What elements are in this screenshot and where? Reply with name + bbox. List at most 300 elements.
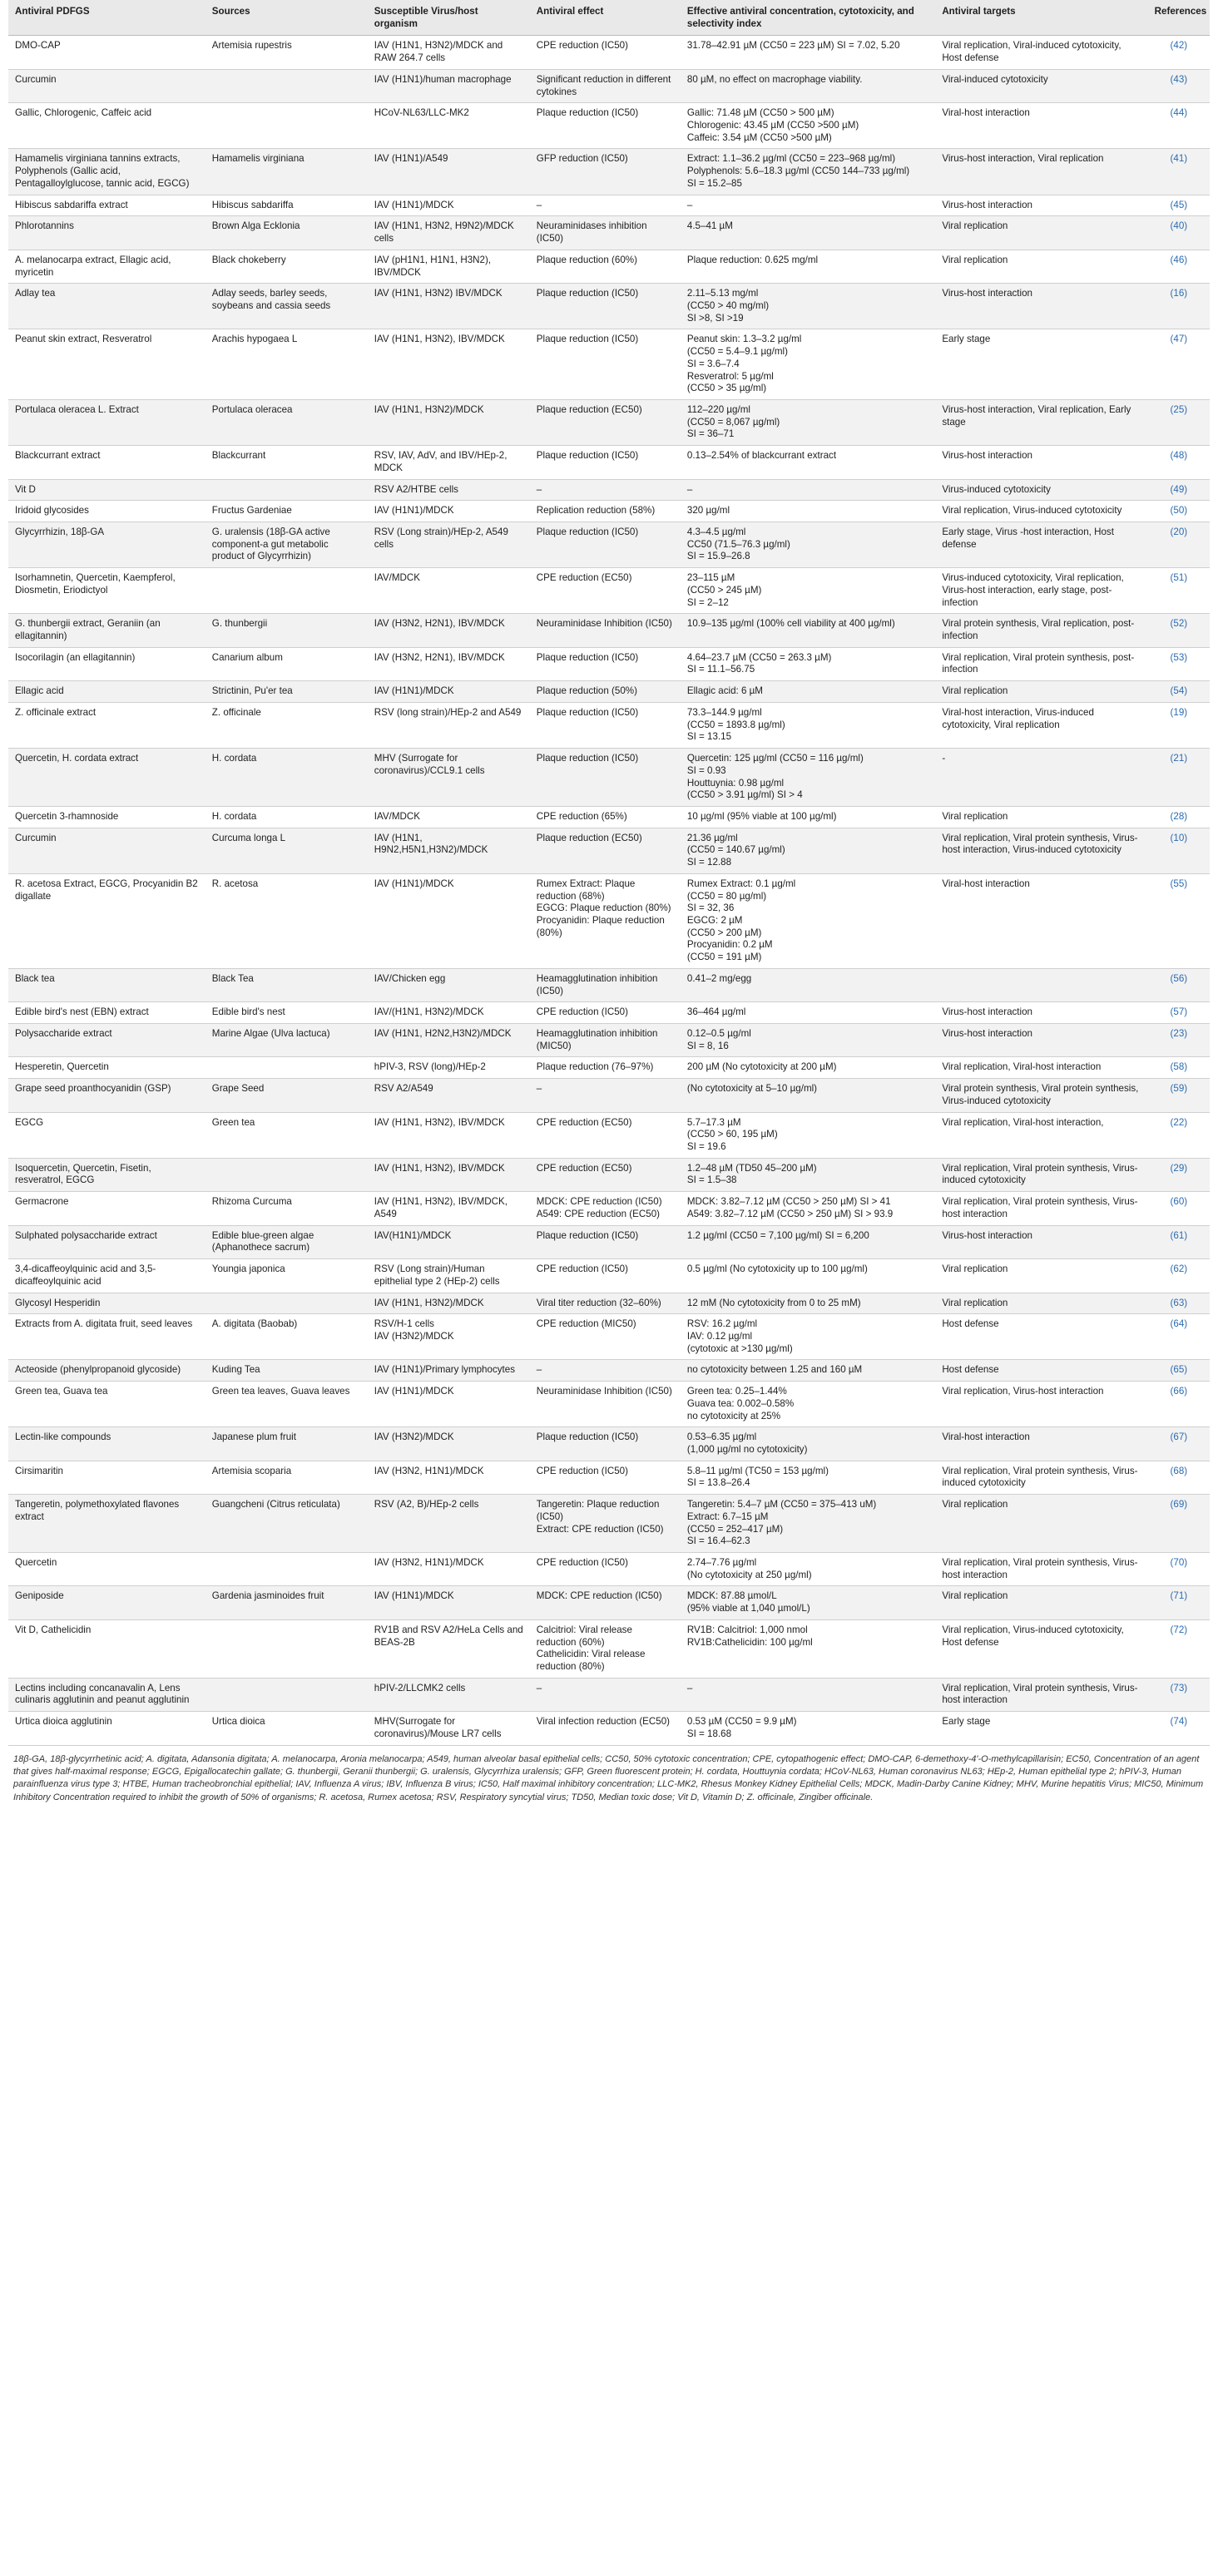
effect-cell: – [530,1678,681,1711]
reference-cell[interactable]: (20) [1148,522,1210,568]
table-row [8,614,1210,647]
source-cell [205,103,368,149]
effect-cell: Viral titer reduction (32–60%) [530,1293,681,1314]
reference-cell[interactable]: (51) [1148,568,1210,614]
concentration-cell: 10 µg/ml (95% viable at 100 µg/ml) [681,806,935,828]
reference-cell[interactable]: (74) [1148,1712,1210,1745]
source-cell [205,69,368,102]
reference-cell[interactable]: (29) [1148,1158,1210,1191]
targets-cell: Virus-host interaction, Viral replication [935,149,1147,195]
targets-cell: Viral replication, Viral protein synthesis, Virus-induced cytotoxicity [935,1461,1147,1494]
targets-cell: Viral-host interaction [935,873,1147,968]
reference-cell[interactable]: (43) [1148,69,1210,102]
source-cell: Brown Alga Ecklonia [205,216,368,250]
virus-host-cell: IAV (H1N1, H3N2, H9N2)/MDCK cells [368,216,530,250]
effect-cell: CPE reduction (IC50) [530,1553,681,1586]
compound-cell: Curcumin [8,828,205,873]
virus-host-cell: IAV (H1N1, H3N2) IBV/MDCK [368,284,530,329]
table-row [8,1259,1210,1293]
table-row [8,1158,1210,1191]
virus-host-cell: IAV (H1N1)/MDCK [368,873,530,968]
compound-cell: Z. officinale extract [8,702,205,748]
concentration-cell: 36–464 µg/ml [681,1002,935,1024]
source-cell: Green tea leaves, Guava leaves [205,1382,368,1427]
concentration-cell: Extract: 1.1–36.2 µg/ml (CC50 = 223–968 µg/ml) Polyphenols: 5.6–18.3 µg/ml (CC50 144–733 µg/ml) SI = 15.2–85 [681,149,935,195]
reference-cell[interactable]: (25) [1148,399,1210,445]
table-row [8,149,1210,195]
source-cell: Japanese plum fruit [205,1427,368,1461]
concentration-cell: 0.5 µg/ml (No cytotoxicity up to 100 µg/ml) [681,1259,935,1293]
concentration-cell: 0.53 µM (CC50 = 9.9 µM) SI = 18.68 [681,1712,935,1745]
concentration-cell: 80 µM, no effect on macrophage viability. [681,69,935,102]
source-cell: Rhizoma Curcuma [205,1192,368,1225]
compound-cell: Polysaccharide extract [8,1024,205,1057]
effect-cell: CPE reduction (IC50) [530,1002,681,1024]
table-row [8,1427,1210,1461]
source-cell: Arachis hypogaea L [205,329,368,400]
compound-cell: Black tea [8,968,205,1001]
targets-cell: Viral replication, Viral-host interaction [935,1057,1147,1079]
reference-cell[interactable]: (67) [1148,1427,1210,1461]
effect-cell: Heamagglutination inhibition (IC50) [530,968,681,1001]
concentration-cell: – [681,479,935,501]
effect-cell: CPE reduction (EC50) [530,568,681,614]
concentration-cell: 31.78–42.91 µM (CC50 = 223 µM) SI = 7.02, 5.20 [681,36,935,69]
targets-cell: Viral replication, Viral protein synthesis, post-infection [935,647,1147,680]
concentration-cell: 2.74–7.76 µg/ml (No cytotoxicity at 250 µg/ml) [681,1553,935,1586]
source-cell: Black Tea [205,968,368,1001]
effect-cell: Plaque reduction (76–97%) [530,1057,681,1079]
table-row [8,446,1210,479]
targets-cell: Viral replication [935,681,1147,703]
virus-host-cell: RSV (long strain)/HEp-2 and A549 [368,702,530,748]
compound-cell: Glycyrrhizin, 18β-GA [8,522,205,568]
concentration-cell: 4.5–41 µM [681,216,935,250]
concentration-cell: 112–220 µg/ml (CC50 = 8,067 µg/ml) SI = 36–71 [681,399,935,445]
reference-cell[interactable]: (62) [1148,1259,1210,1293]
targets-cell: Viral replication [935,1495,1147,1553]
table-row [8,1619,1210,1678]
table-row [8,250,1210,283]
effect-cell: Plaque reduction (IC50) [530,702,681,748]
targets-cell: Viral-host interaction [935,103,1147,149]
table-row [8,1112,1210,1158]
table-row [8,103,1210,149]
header-sources: Sources [205,0,368,36]
targets-cell: Virus-induced cytotoxicity [935,479,1147,501]
concentration-cell: 4.64–23.7 µM (CC50 = 263.3 µM) SI = 11.1–56.75 [681,647,935,680]
compound-cell: Tangeretin, polymethoxylated flavones extract [8,1495,205,1553]
virus-host-cell: RSV (A2, B)/HEp-2 cells [368,1495,530,1553]
virus-host-cell: HCoV-NL63/LLC-MK2 [368,103,530,149]
effect-cell: Plaque reduction (50%) [530,681,681,703]
table-row [8,1553,1210,1586]
source-cell: Adlay seeds, barley seeds, soybeans and cassia seeds [205,284,368,329]
compound-cell: Quercetin, H. cordata extract [8,749,205,807]
concentration-cell: 12 mM (No cytotoxicity from 0 to 25 mM) [681,1293,935,1314]
effect-cell: MDCK: CPE reduction (IC50) A549: CPE reduction (EC50) [530,1192,681,1225]
targets-cell: Viral replication, Viral protein synthesis, Virus-host interaction [935,1192,1147,1225]
effect-cell: – [530,1079,681,1112]
compound-cell: Edible bird's nest (EBN) extract [8,1002,205,1024]
concentration-cell: Ellagic acid: 6 µM [681,681,935,703]
effect-cell: CPE reduction (IC50) [530,36,681,69]
compound-cell: Germacrone [8,1192,205,1225]
targets-cell: Viral replication, Viral protein synthesis, Virus-induced cytotoxicity [935,1158,1147,1191]
concentration-cell: 0.53–6.35 µg/ml (1,000 µg/ml no cytotoxicity) [681,1427,935,1461]
compound-cell: Vit D [8,479,205,501]
reference-cell[interactable]: (66) [1148,1382,1210,1427]
reference-cell[interactable]: (47) [1148,329,1210,400]
table-row [8,501,1210,522]
reference-cell[interactable]: (63) [1148,1293,1210,1314]
effect-cell: Significant reduction in different cytokines [530,69,681,102]
reference-cell[interactable]: (55) [1148,873,1210,968]
source-cell [205,1293,368,1314]
table-row [8,1293,1210,1314]
virus-host-cell: IAV (H1N1, H3N2)/MDCK [368,1293,530,1314]
virus-host-cell: IAV (pH1N1, H1N1, H3N2), IBV/MDCK [368,250,530,283]
virus-host-cell: IAV (H1N1)/MDCK [368,501,530,522]
concentration-cell: – [681,1678,935,1711]
reference-cell[interactable]: (72) [1148,1619,1210,1678]
virus-host-cell: IAV (H3N2, H2N1), IBV/MDCK [368,614,530,647]
table-row [8,1360,1210,1382]
compound-cell: Urtica dioica agglutinin [8,1712,205,1745]
virus-host-cell: IAV (H3N2, H1N1)/MDCK [368,1553,530,1586]
effect-cell: CPE reduction (IC50) [530,1259,681,1293]
compound-cell: Curcumin [8,69,205,102]
virus-host-cell: IAV (H1N1, H3N2), IBV/MDCK [368,1158,530,1191]
reference-cell[interactable]: (64) [1148,1314,1210,1360]
concentration-cell: MDCK: 87.88 µmol/L (95% viable at 1,040 µmol/L) [681,1586,935,1619]
table-body [8,36,1210,1745]
targets-cell: Viral replication, Virus-host interaction [935,1382,1147,1427]
header-susceptible-virus: Susceptible Virus/host organism [368,0,530,36]
targets-cell: Early stage, Virus -host interaction, Host defense [935,522,1147,568]
concentration-cell: 5.8–11 µg/ml (TC50 = 153 µg/ml) SI = 13.8–26.4 [681,1461,935,1494]
concentration-cell: 200 µM (No cytotoxicity at 200 µM) [681,1057,935,1079]
reference-cell[interactable]: (48) [1148,446,1210,479]
reference-cell[interactable]: (23) [1148,1024,1210,1057]
header-antiviral-effect: Antiviral effect [530,0,681,36]
compound-cell: Grape seed proanthocyanidin (GSP) [8,1079,205,1112]
table-row [8,1225,1210,1258]
concentration-cell: 320 µg/ml [681,501,935,522]
targets-cell: Viral replication, Virus-induced cytotoxicity, Host defense [935,1619,1147,1678]
reference-cell[interactable]: (71) [1148,1586,1210,1619]
table-row [8,647,1210,680]
compound-cell: Hesperetin, Quercetin [8,1057,205,1079]
targets-cell: Virus-host interaction [935,1024,1147,1057]
reference-cell[interactable]: (41) [1148,149,1210,195]
effect-cell: CPE reduction (65%) [530,806,681,828]
reference-cell[interactable]: (61) [1148,1225,1210,1258]
effect-cell: Plaque reduction (EC50) [530,828,681,873]
table-row [8,216,1210,250]
targets-cell: Viral replication, Viral-host interaction, [935,1112,1147,1158]
reference-cell[interactable]: (60) [1148,1192,1210,1225]
targets-cell: Viral protein synthesis, Viral protein synthesis, Virus-induced cytotoxicity [935,1079,1147,1112]
reference-cell[interactable]: (68) [1148,1461,1210,1494]
concentration-cell: 0.12–0.5 µg/ml SI = 8, 16 [681,1024,935,1057]
compound-cell: Ellagic acid [8,681,205,703]
targets-cell: Host defense [935,1314,1147,1360]
concentration-cell: RV1B: Calcitriol: 1,000 nmol RV1B:Cathelicidin: 100 µg/ml [681,1619,935,1678]
source-cell: Artemisia scoparia [205,1461,368,1494]
table-row [8,1024,1210,1057]
source-cell: Urtica dioica [205,1712,368,1745]
reference-cell[interactable]: (59) [1148,1079,1210,1112]
table-row [8,479,1210,501]
effect-cell: CPE reduction (EC50) [530,1112,681,1158]
concentration-cell: Gallic: 71.48 µM (CC50 > 500 µM) Chlorogenic: 43.45 µM (CC50 >500 µM) Caffeic: 3.54 µM (CC50 >500 µM) [681,103,935,149]
effect-cell: Neuraminidase Inhibition (IC50) [530,614,681,647]
reference-cell[interactable]: (69) [1148,1495,1210,1553]
concentration-cell: 2.11–5.13 mg/ml (CC50 > 40 mg/ml) SI >8, SI >19 [681,284,935,329]
effect-cell: GFP reduction (IC50) [530,149,681,195]
concentration-cell: 0.41–2 mg/egg [681,968,935,1001]
effect-cell: Viral infection reduction (EC50) [530,1712,681,1745]
source-cell: Edible bird's nest [205,1002,368,1024]
concentration-cell: Quercetin: 125 µg/ml (CC50 = 116 µg/ml) SI = 0.93 Houttuynia: 0.98 µg/ml (CC50 > 3.91 µg/ml) SI > 4 [681,749,935,807]
compound-cell: Phlorotannins [8,216,205,250]
concentration-cell: 21.36 µg/ml (CC50 = 140.67 µg/ml) SI = 12.88 [681,828,935,873]
targets-cell: Viral replication [935,1586,1147,1619]
virus-host-cell: hPIV-3, RSV (long)/HEp-2 [368,1057,530,1079]
source-cell: Blackcurrant [205,446,368,479]
concentration-cell: RSV: 16.2 µg/ml IAV: 0.12 µg/ml (cytotoxic at >130 µg/ml) [681,1314,935,1360]
source-cell: Curcuma longa L [205,828,368,873]
reference-cell[interactable]: (46) [1148,250,1210,283]
reference-cell[interactable]: (54) [1148,681,1210,703]
reference-cell[interactable]: (53) [1148,647,1210,680]
compound-cell: Green tea, Guava tea [8,1382,205,1427]
reference-cell[interactable]: (28) [1148,806,1210,828]
compound-cell: A. melanocarpa extract, Ellagic acid, myricetin [8,250,205,283]
compound-cell: R. acetosa Extract, EGCG, Procyanidin B2 digallate [8,873,205,968]
reference-cell[interactable]: (70) [1148,1553,1210,1586]
effect-cell: Plaque reduction (IC50) [530,749,681,807]
reference-cell[interactable]: (44) [1148,103,1210,149]
reference-cell[interactable]: (49) [1148,479,1210,501]
table-row [8,69,1210,102]
reference-cell[interactable]: (52) [1148,614,1210,647]
effect-cell: Replication reduction (58%) [530,501,681,522]
concentration-cell: 23–115 µM (CC50 > 245 µM) SI = 2–12 [681,568,935,614]
concentration-cell: 5.7–17.3 µM (CC50 > 60, 195 µM) SI = 19.6 [681,1112,935,1158]
source-cell [205,1619,368,1678]
targets-cell: Virus-induced cytotoxicity, Viral replication, Virus-host interaction, early stage, post-infection [935,568,1147,614]
effect-cell: Plaque reduction (IC50) [530,1427,681,1461]
table-row [8,1002,1210,1024]
targets-cell: Virus-host interaction [935,446,1147,479]
table-row [8,195,1210,216]
compound-cell: G. thunbergii extract, Geraniin (an ellagitannin) [8,614,205,647]
source-cell: A. digitata (Baobab) [205,1314,368,1360]
concentration-cell: no cytotoxicity between 1.25 and 160 µM [681,1360,935,1382]
reference-cell[interactable]: (65) [1148,1360,1210,1382]
reference-cell[interactable]: (57) [1148,1002,1210,1024]
table-row [8,1495,1210,1553]
effect-cell: Calcitriol: Viral release reduction (60%) Cathelicidin: Viral release reduction (80%) [530,1619,681,1678]
effect-cell: – [530,1360,681,1382]
source-cell [205,1553,368,1586]
concentration-cell: Tangeretin: 5.4–7 µM (CC50 = 375–413 uM) Extract: 6.7–15 µM (CC50 = 252–417 µM) SI = 16.4–62.3 [681,1495,935,1553]
source-cell: R. acetosa [205,873,368,968]
effect-cell: MDCK: CPE reduction (IC50) [530,1586,681,1619]
targets-cell: Viral replication, Virus-induced cytotoxicity [935,501,1147,522]
effect-cell: CPE reduction (IC50) [530,1461,681,1494]
concentration-cell: MDCK: 3.82–7.12 µM (CC50 > 250 µM) SI > 41 A549: 3.82–7.12 µM (CC50 > 250 µM) SI > 93.9 [681,1192,935,1225]
effect-cell: Rumex Extract: Plaque reduction (68%) EGCG: Plaque reduction (80%) Procyanidin: Plaque reduction (80%) [530,873,681,968]
targets-cell: Viral protein synthesis, Viral replication, post-infection [935,614,1147,647]
virus-host-cell: IAV(H1N1)/MDCK [368,1225,530,1258]
virus-host-cell: IAV (H1N1)/human macrophage [368,69,530,102]
concentration-cell: Peanut skin: 1.3–3.2 µg/ml (CC50 = 5.4–9.1 µg/ml) SI = 3.6–7.4 Resveratrol: 5 µg/ml (CC50 > 35 µg/ml) [681,329,935,400]
virus-host-cell: hPIV-2/LLCMK2 cells [368,1678,530,1711]
compound-cell: DMO-CAP [8,36,205,69]
reference-cell[interactable]: (22) [1148,1112,1210,1158]
reference-cell[interactable]: (19) [1148,702,1210,748]
compound-cell: Portulaca oleracea L. Extract [8,399,205,445]
virus-host-cell: RSV/H-1 cells IAV (H3N2)/MDCK [368,1314,530,1360]
source-cell: Youngia japonica [205,1259,368,1293]
virus-host-cell: IAV (H1N1)/Primary lymphocytes [368,1360,530,1382]
source-cell: Artemisia rupestris [205,36,368,69]
effect-cell: Tangeretin: Plaque reduction (IC50) Extract: CPE reduction (IC50) [530,1495,681,1553]
reference-cell[interactable]: (42) [1148,36,1210,69]
targets-cell: Viral replication [935,806,1147,828]
compound-cell: Isoquercetin, Quercetin, Fisetin, resveratrol, EGCG [8,1158,205,1191]
compound-cell: Adlay tea [8,284,205,329]
table-row [8,399,1210,445]
virus-host-cell: IAV/MDCK [368,568,530,614]
concentration-cell: 1.2–48 µM (TD50 45–200 µM) SI = 1.5–38 [681,1158,935,1191]
header-references: References [1148,0,1210,36]
source-cell [205,479,368,501]
antiviral-table [8,0,1210,1746]
effect-cell: CPE reduction (EC50) [530,1158,681,1191]
table-row [8,1314,1210,1360]
virus-host-cell: IAV (H1N1, H2N2,H3N2)/MDCK [368,1024,530,1057]
concentration-cell: 73.3–144.9 µg/ml (CC50 = 1893.8 µg/ml) SI = 13.15 [681,702,935,748]
reference-cell[interactable]: (58) [1148,1057,1210,1079]
source-cell: H. cordata [205,749,368,807]
table-row [8,1712,1210,1745]
reference-cell[interactable]: (45) [1148,195,1210,216]
reference-cell[interactable]: (21) [1148,749,1210,807]
virus-host-cell: IAV/Chicken egg [368,968,530,1001]
table-row [8,1057,1210,1079]
source-cell: Kuding Tea [205,1360,368,1382]
reference-cell[interactable]: (50) [1148,501,1210,522]
table-row [8,702,1210,748]
header-effective-concentration: Effective antiviral concentration, cytotoxicity, and selectivity index [681,0,935,36]
effect-cell: Plaque reduction (IC50) [530,1225,681,1258]
concentration-cell: 0.13–2.54% of blackcurrant extract [681,446,935,479]
virus-host-cell: IAV (H1N1)/MDCK [368,1382,530,1427]
table-row [8,1678,1210,1711]
targets-cell: Viral-host interaction, Virus-induced cytotoxicity, Viral replication [935,702,1147,748]
compound-cell: Extracts from A. digitata fruit, seed leaves [8,1314,205,1360]
table-row [8,1382,1210,1427]
virus-host-cell: IAV (H1N1)/A549 [368,149,530,195]
compound-cell: Peanut skin extract, Resveratrol [8,329,205,400]
virus-host-cell: IAV (H1N1, H9N2,H5N1,H3N2)/MDCK [368,828,530,873]
compound-cell: Gallic, Chlorogenic, Caffeic acid [8,103,205,149]
targets-cell [935,968,1147,1001]
table-row [8,968,1210,1001]
virus-host-cell: IAV (H1N1, H3N2)/MDCK [368,399,530,445]
table-row [8,681,1210,703]
table-row [8,36,1210,69]
concentration-cell: – [681,195,935,216]
table-row [8,749,1210,807]
effect-cell: Plaque reduction (IC50) [530,284,681,329]
source-cell [205,1158,368,1191]
virus-host-cell: IAV (H1N1, H3N2), IBV/MDCK, A549 [368,1192,530,1225]
reference-cell[interactable]: (40) [1148,216,1210,250]
targets-cell: Viral replication [935,1293,1147,1314]
compound-cell: Isocorilagin (an ellagitannin) [8,647,205,680]
source-cell: G. uralensis (18β-GA active component-a gut metabolic product of Glycyrrhizin) [205,522,368,568]
table-row [8,1079,1210,1112]
virus-host-cell: RSV A2/A549 [368,1079,530,1112]
virus-host-cell: IAV (H3N2, H1N1)/MDCK [368,1461,530,1494]
targets-cell: Viral replication, Viral protein synthesis, Virus-host interaction [935,1553,1147,1586]
virus-host-cell: IAV (H1N1)/MDCK [368,195,530,216]
source-cell: Marine Algae (Ulva lactuca) [205,1024,368,1057]
virus-host-cell: RSV (Long strain)/Human epithelial type 2 (HEp-2) cells [368,1259,530,1293]
targets-cell: Viral replication [935,216,1147,250]
effect-cell: Neuraminidases inhibition (IC50) [530,216,681,250]
source-cell: Green tea [205,1112,368,1158]
reference-cell[interactable]: (73) [1148,1678,1210,1711]
effect-cell: Heamagglutination inhibition (MIC50) [530,1024,681,1057]
compound-cell: Hamamelis virginiana tannins extracts, Polyphenols (Gallic acid, Pentagalloylglucose, tannic acid, EGCG) [8,149,205,195]
reference-cell[interactable]: (56) [1148,968,1210,1001]
targets-cell: Viral replication [935,250,1147,283]
virus-host-cell: RSV A2/HTBE cells [368,479,530,501]
reference-cell[interactable]: (10) [1148,828,1210,873]
compound-cell: Geniposide [8,1586,205,1619]
source-cell: Hamamelis virginiana [205,149,368,195]
source-cell: G. thunbergii [205,614,368,647]
targets-cell: Viral replication, Viral protein synthesis, Virus-host interaction, Virus-induced cytotoxicity [935,828,1147,873]
virus-host-cell: IAV (H3N2, H2N1), IBV/MDCK [368,647,530,680]
targets-cell: Virus-host interaction [935,1002,1147,1024]
source-cell: Fructus Gardeniae [205,501,368,522]
compound-cell: 3,4-dicaffeoylquinic acid and 3,5-dicaffeoylquinic acid [8,1259,205,1293]
targets-cell: Virus-host interaction [935,284,1147,329]
targets-cell: Viral-induced cytotoxicity [935,69,1147,102]
source-cell: Edible blue-green algae (Aphanothece sacrum) [205,1225,368,1258]
source-cell [205,568,368,614]
virus-host-cell: IAV (H1N1, H3N2), IBV/MDCK [368,1112,530,1158]
table-row [8,522,1210,568]
compound-cell: Isorhamnetin, Quercetin, Kaempferol, Diosmetin, Eriodictyol [8,568,205,614]
reference-cell[interactable]: (16) [1148,284,1210,329]
effect-cell: Plaque reduction (60%) [530,250,681,283]
compound-cell: Acteoside (phenylpropanoid glycoside) [8,1360,205,1382]
source-cell: Grape Seed [205,1079,368,1112]
virus-host-cell: IAV (H1N1, H3N2)/MDCK and RAW 264.7 cells [368,36,530,69]
targets-cell: Virus-host interaction, Viral replication, Early stage [935,399,1147,445]
header-antiviral-targets: Antiviral targets [935,0,1147,36]
effect-cell: Plaque reduction (IC50) [530,103,681,149]
virus-host-cell: IAV (H1N1, H3N2), IBV/MDCK [368,329,530,400]
